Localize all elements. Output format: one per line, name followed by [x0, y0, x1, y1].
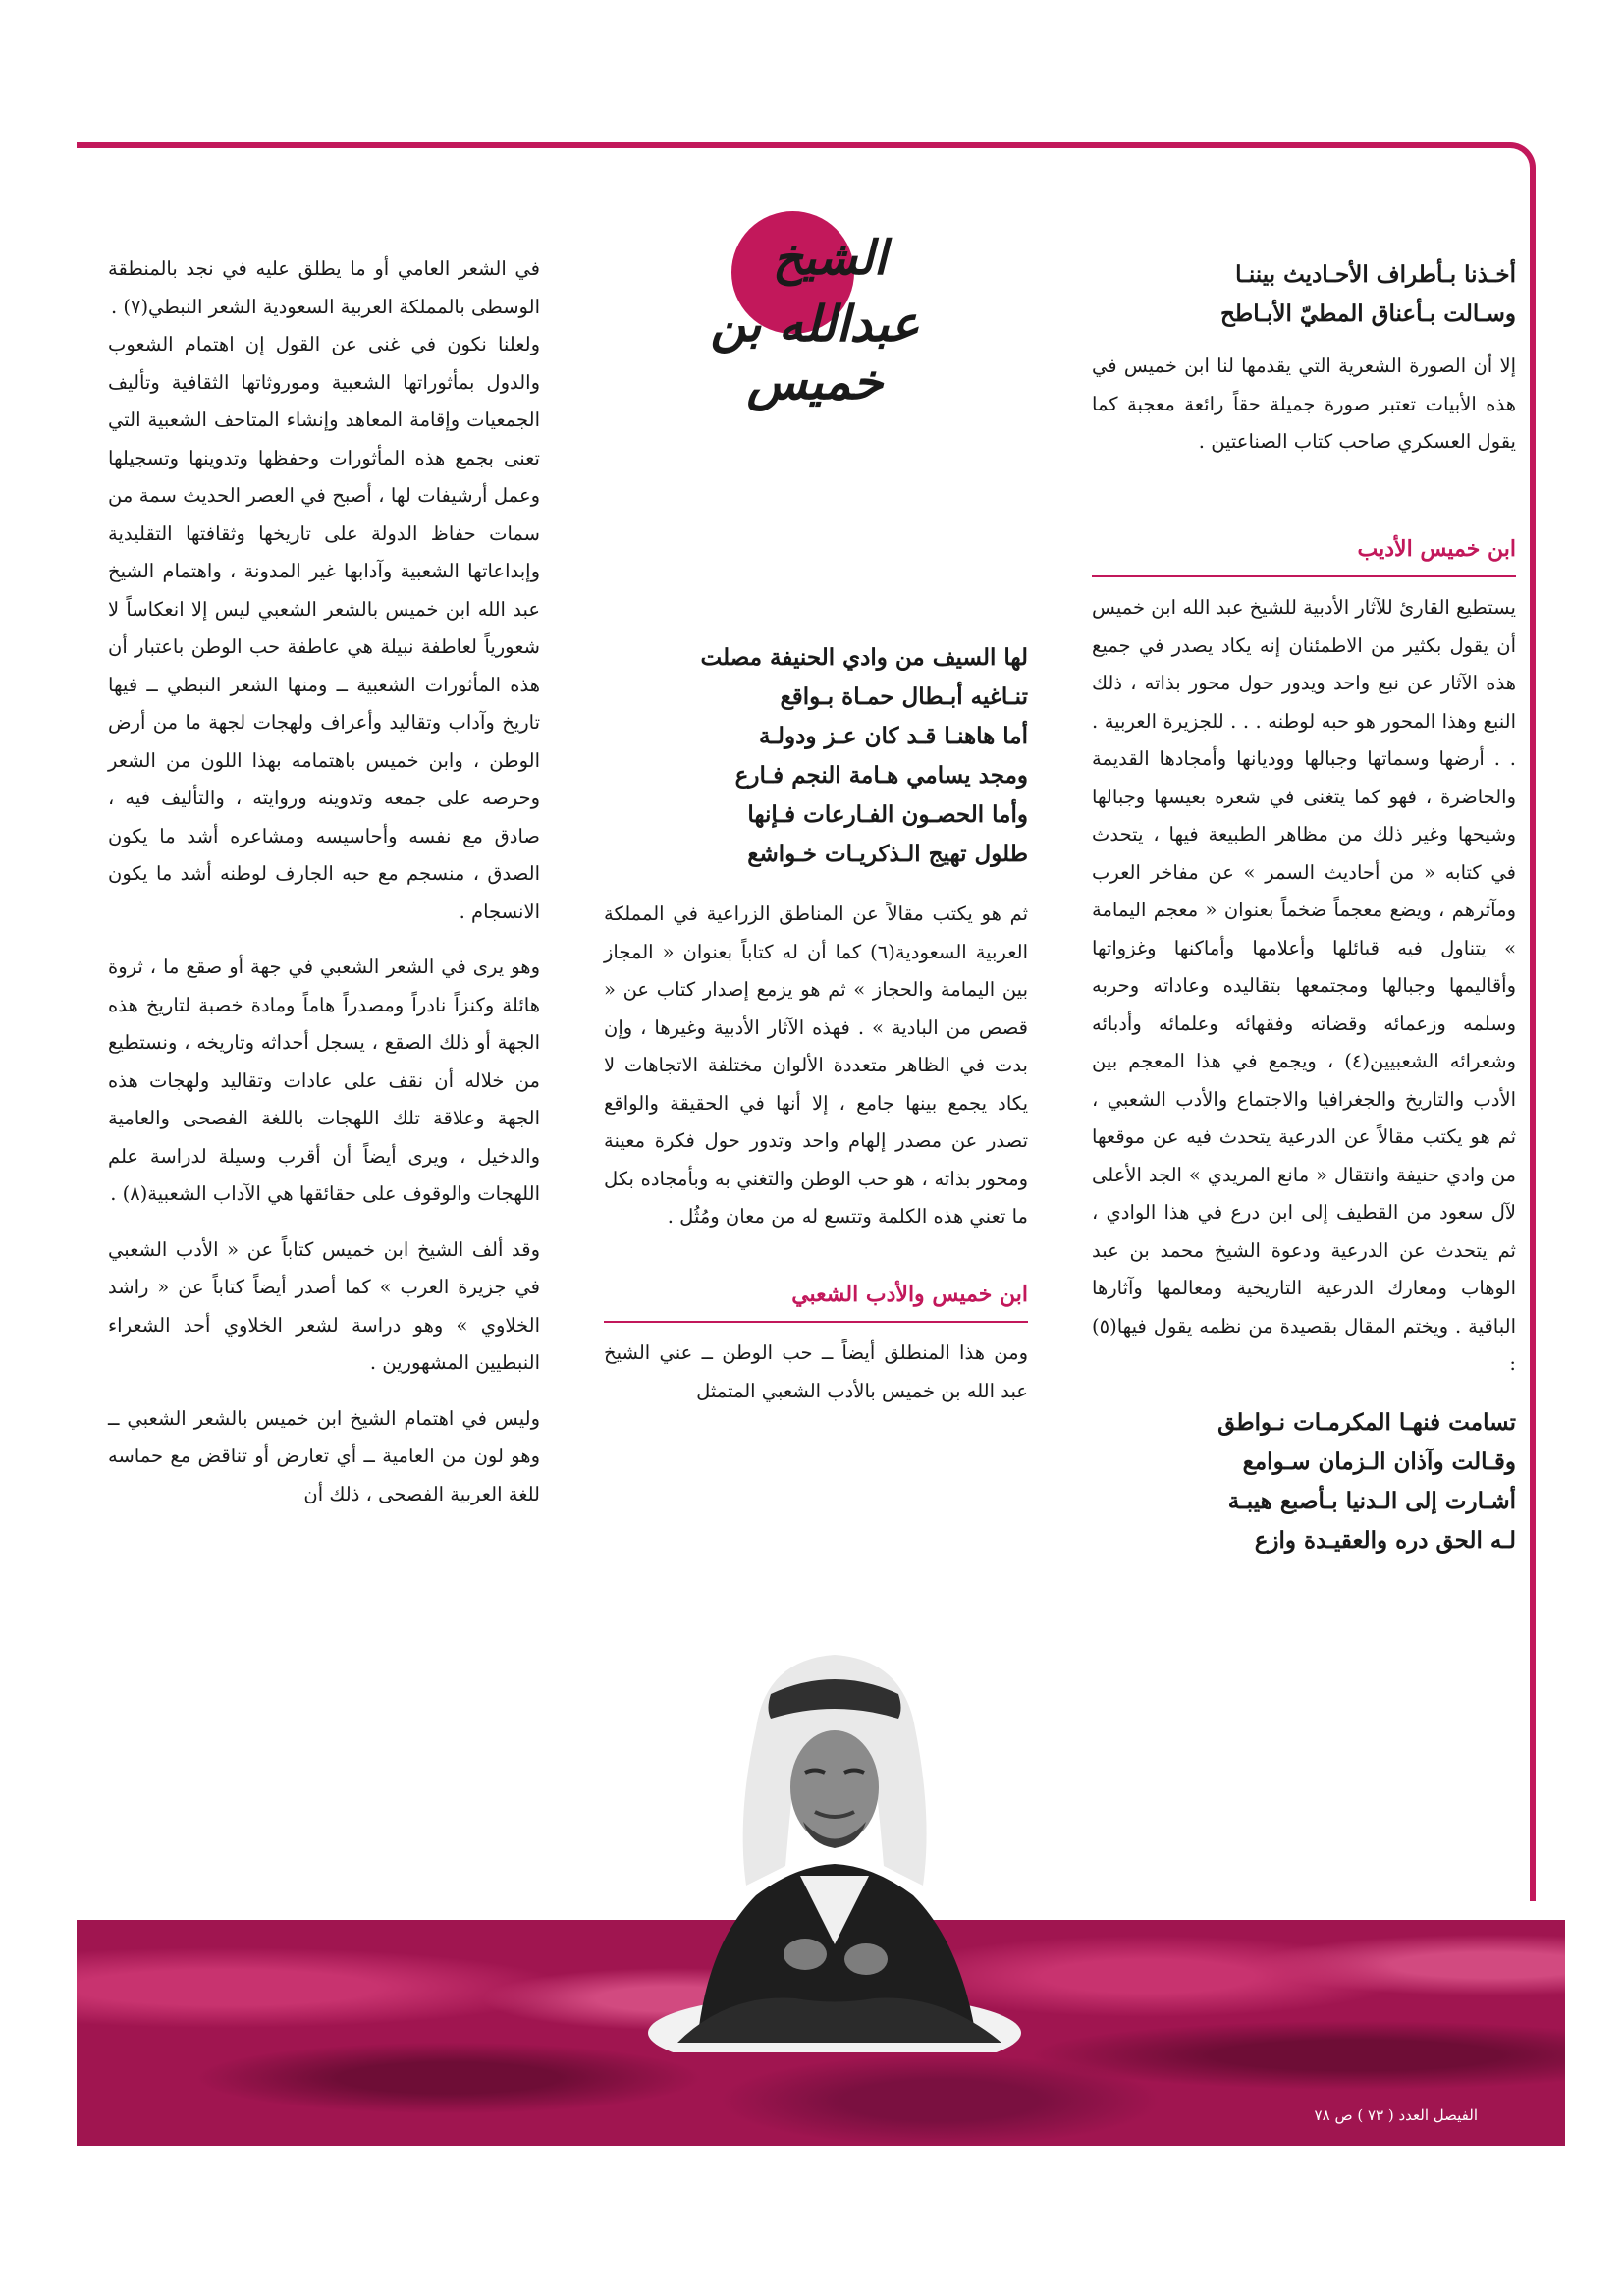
- paragraph: وليس في اهتمام الشيخ ابن خميس بالشعر الشعبي ــ وهو لون من العامية ــ أي تعارض أو تناقض مع حماسه للغة العربية الفصحى ، ذلك أن: [108, 1406, 540, 1505]
- verse-line: تنـاغيه أبـطال حمـاة بـواقع: [780, 683, 1028, 710]
- verse-line: لها السيف من وادي الحنيفة مصلت: [700, 644, 1028, 671]
- title-line2: عبدالله بن خميس: [710, 295, 920, 410]
- paragraph: وهو يرى في الشعر الشعبي في جهة أو صقع ما ، ثروة هائلة وكنزاً نادراً ومصدراً هاماً ومادة خصبة لتاريخ هذه الجهة أو ذلك الصقع ، يسجل أحداثه وتاريخه ، ونستطيع من خلاله أن نقف على عادات وتقاليد ولهجات هذه الجهة وعلاقة تلك اللهجات باللغة الفصحى والعامية والدخيل ، ويرى أيضاً أن أقرب وسيلة لدراسة علم اللهجات والوقوف على حقائقها هي الآداب الشعبية(٨) .: [108, 956, 540, 1205]
- verse-line: ومجد يسامي هـامة النجم فـارع: [734, 762, 1028, 789]
- verse-line: تسامت فنهـا المكرمـات نـواطق: [1217, 1408, 1516, 1436]
- verse-top: [1092, 255, 1516, 334]
- left-column: [108, 250, 540, 1513]
- paragraph: ثم هو يكتب مقالاً عن المناطق الزراعية في المملكة العربية السعودية(٦) كما أن له كتاباً بعنوان « المجاز بين اليمامة والحجاز » ثم هو يزمع إصدار كتاب عن « قصص من البادية » . فهذه الآثار الأدبية وغيرها ، وإن بدت في الظاهر متعددة الألوان مختلفة الاتجاهات لا يكاد يجمع بينها جامع ، إلا أنها في الحقيقة والواقع تصدر عن مصدر إلهام واحد وتدور حول فكرة معينة ومحور بذاته ، هو حب الوطن والتغني به وبأمجاده بكل ما تعني هذه الكلمة وتتسع له من معان ومُثُل .: [604, 902, 1028, 1228]
- footer-page-info: الفيصل العدد ( ٧٣ ) ص ٧٨: [1314, 2106, 1478, 2124]
- verse-line: وقـالت وآذان الـزمان سـوامع: [1242, 1448, 1516, 1475]
- section-heading-adib: ابن خميس الأديب: [1092, 530, 1516, 578]
- verse-line: وأما الحصـون الفـارعات فـإنها: [747, 801, 1028, 828]
- verse-bottom: [1092, 1403, 1516, 1560]
- paragraph: ومن هذا المنطلق أيضاً ــ حب الوطن ــ عني الشيخ عبد الله بن خميس بالأدب الشعبي المتمثل: [604, 1341, 1028, 1402]
- portrait-photo: [638, 1620, 1031, 2052]
- verse-line: لـه الحق دره والعقيـدة وازع: [1254, 1526, 1516, 1554]
- paragraph: إلا أن الصورة الشعرية التي يقدمها لنا ابن خميس في هذه الأبيات تعتبر صورة جميلة حقاً رائعة معجبة كما يقول العسكري صاحب كتاب الصناعتين .: [1092, 355, 1516, 453]
- title-line1: الشيخ: [772, 231, 888, 286]
- right-column: [1092, 255, 1516, 1560]
- verse-line: وسـالت بـأعناق المطيّ الأبـاطح: [1220, 301, 1516, 327]
- section-heading-shaabi: ابن خميس والأدب الشعبي: [604, 1276, 1028, 1324]
- paragraph: ولعلنا نكون في غنى عن القول إن اهتمام الشعوب والدول بمأثوراتها الشعبية وموروثاتها الثقافية وتأليف الجمعيات وإقامة المعاهد وإنشاء المتاحف الشعبية التي تعنى بجمع هذه المأثورات وحفظها وتدوينها وتسجيلها وعمل أرشيفات لها ، أصبح في العصر الحديث سمة من سمات حفاظ الدولة على تاريخها وثقافتها التقليدية وإبداعاتها الشعبية وآدابها غير المدونة ، واهتمام الشيخ عبد الله ابن خميس بالشعر الشعبي ليس إلا انعكاساً لا شعورياً لعاطفة نبيلة هي عاطفة حب الوطن باعتبار أن هذه المأثورات الشعبية ــ ومنها الشعر النبطي ــ فيها تاريخ وآداب وتقاليد وأعراف ولهجات لجهة ما من أرض الوطن ، وابن خميس باهتمامه بهذا اللون من الشعر وحرصه على جمعه وتدوينه وروايته ، والتأليف فيه ، صادق مع نفسه وأحاسيسه ومشاعره أشد ما يكون الصدق ، منسجم مع حبه الجارف لوطنه أشد ما يكون الانسجام .: [108, 333, 540, 923]
- article-title: [648, 211, 982, 410]
- paragraph: يستطيع القارئ للآثار الأدبية للشيخ عبد الله ابن خميس أن يقول بكثير من الاطمئنان إنه يكاد يصدر في جميع هذه الآثار عن نبع واحد ويدور حول محور بذاته ، ذلك النبع وهذا المحور هو حبه لوطنه . . . للجزيرة العربية . . . أرضها وسماتها وجبالها ووديانها وأمجادها القديمة والحاضرة ، فهو كما يتغنى في شعره بعيسها وجبالها وشيحها وغير ذلك من مظاهر الطبيعة فيها ، يتحدث في كتابه « من أحاديث السمر » عن مفاخر العرب ومآثرهم ، ويضع معجماً ضخماً بعنوان « معجم اليمامة » يتناول فيه قبائلها وأعلامها وأماكنها وغزواتها وأقاليمها وجبالها ومجتمعها بتقاليده وعاداته وحربه وسلمه وزعمائه وقضاته وفقهائه وعلمائه وأدبائه وشعرائه الشعبيين(٤) ، ويجمع في هذا المعجم بين الأدب والتاريخ والجغرافيا والاجتماع والأدب الشعبي ، ثم هو يكتب مقالاً عن الدرعية يتحدث فيه عن موقعها من وادي حنيفة وانتقال « مانع المريدي » الجد الأعلى لآل سعود من القطيف إلى ابن درع في هذا الوادي ، ثم يتحدث عن الدرعية ودعوة الشيخ محمد بن عبد الوهاب ومعارك الدرعية التاريخية ومعالمها وآثارها الباقية . ويختم المقال بقصيدة من نظمه يقول فيها(٥) :: [1092, 596, 1517, 1375]
- verse-line: أخـذنا بـأطراف الأحـاديث بيننـا: [1235, 261, 1516, 288]
- middle-column: [604, 638, 1028, 1410]
- verse-line: أما هاهنـا قـد كان عـز ودولـة: [758, 723, 1028, 749]
- verse-line: أشـارت إلى الـدنيا بـأصبع هيبـة: [1227, 1487, 1516, 1514]
- paragraph: وقد ألف الشيخ ابن خميس كتاباً عن « الأدب الشعبي في جزيرة العرب » كما أصدر أيضاً كتاباً عن « راشد الخلاوي » وهو دراسة لشعر الخلاوي أحد الشعراء النبطيين المشهورين .: [108, 1237, 540, 1374]
- verse-middle: [604, 638, 1028, 874]
- paragraph: في الشعر العامي أو ما يطلق عليه في نجد بالمنطقة الوسطى بالمملكة العربية السعودية الشعر النبطي(٧) .: [108, 257, 540, 318]
- verse-line: طلول تهيج الـذكريـات خـواشع: [747, 841, 1028, 867]
